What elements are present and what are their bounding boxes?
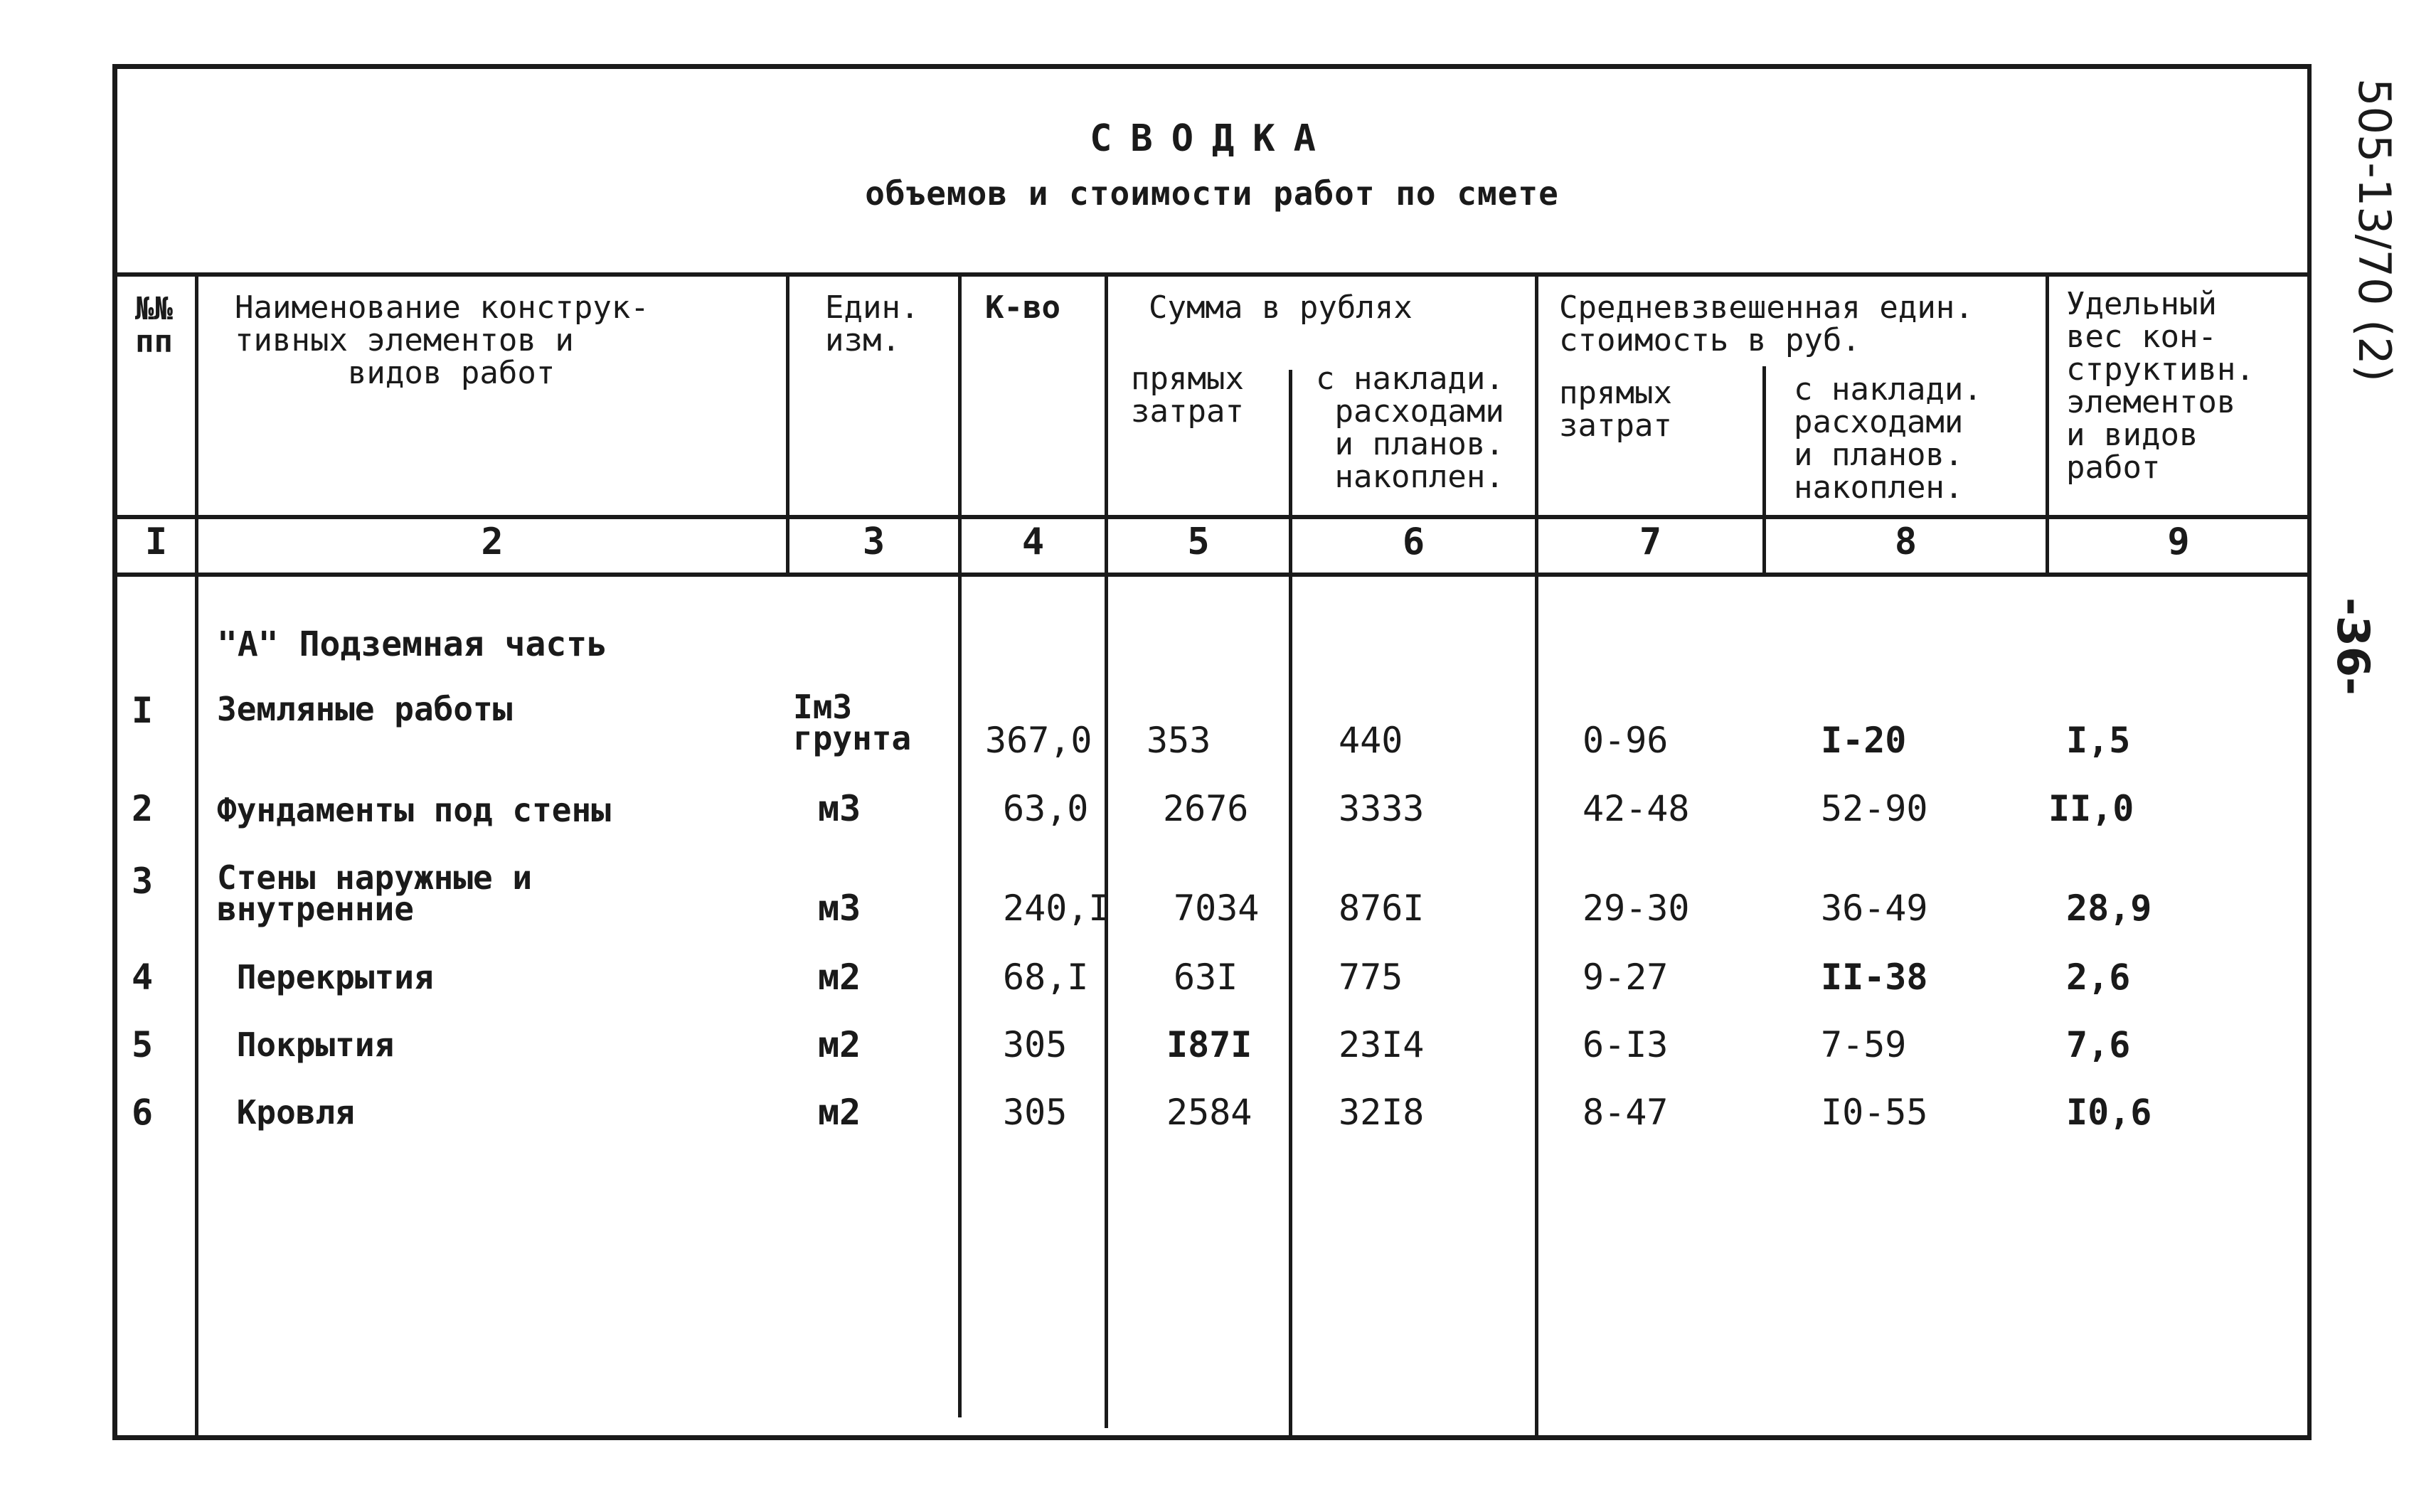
header-unit: Един. изм. <box>825 289 920 358</box>
header-top-rule <box>117 272 2308 277</box>
row-3-quantity: 240,I <box>1003 888 1110 929</box>
row-2-share: II,0 <box>2048 788 2134 829</box>
row-4-avg-direct: 9-27 <box>1583 957 1669 998</box>
header-name: Наименование конструк- тивных элементов и видов работ <box>235 289 649 391</box>
row-5-direct: I87I <box>1166 1024 1252 1065</box>
row-1-avg-overhead: I-20 <box>1821 720 1907 761</box>
column-number-5: 5 <box>1187 521 1210 563</box>
document-subtitle: объемов и стоимости работ по смете <box>865 174 1559 213</box>
header-quantity: К-во <box>985 289 1060 326</box>
row-6-quantity: 305 <box>1003 1092 1068 1133</box>
row-1-share: I,5 <box>2066 720 2131 761</box>
row-6-overhead: 32I8 <box>1339 1092 1425 1133</box>
row-1-number: I <box>132 690 154 731</box>
row-4-quantity: 68,I <box>1003 957 1089 998</box>
row-3-avg-overhead: 36-49 <box>1821 888 1928 929</box>
column-number-6: 6 <box>1402 521 1425 563</box>
row-6-share: I0,6 <box>2066 1092 2152 1133</box>
row-3-avg-direct: 29-30 <box>1583 888 1690 929</box>
column-number-7: 7 <box>1639 521 1662 563</box>
margin-document-code: 505-13/70 (2) <box>2349 78 2400 382</box>
row-5-unit: м2 <box>818 1024 861 1065</box>
row-6-avg-direct: 8-47 <box>1583 1092 1669 1133</box>
table-frame <box>112 64 2312 1440</box>
row-5-share: 7,6 <box>2066 1024 2131 1065</box>
column-numbers-top-rule <box>117 515 2308 519</box>
row-1-quantity: 367,0 <box>985 720 1092 761</box>
row-5-name: Покрытия <box>217 1026 395 1064</box>
row-6-number: 6 <box>132 1092 154 1133</box>
row-4-avg-overhead: II-38 <box>1821 957 1928 998</box>
document-title: СВОДКА <box>1090 117 1334 160</box>
margin-page-number: -36- <box>2327 597 2379 696</box>
row-4-share: 2,6 <box>2066 957 2131 998</box>
header-sum-group: Сумма в рублях <box>1149 289 1413 326</box>
column-number-9: 9 <box>2167 521 2190 563</box>
header-avg-group: Средневзвешенная един. стоимость в руб. <box>1559 289 1974 358</box>
row-5-avg-overhead: 7-59 <box>1821 1024 1907 1065</box>
row-3-share: 28,9 <box>2066 888 2152 929</box>
col-divider-1 <box>195 272 198 1439</box>
row-3-overhead: 876I <box>1339 888 1425 929</box>
row-1-unit: IмЗ грунта <box>793 688 912 757</box>
row-1-name: Земляные работы <box>217 690 513 728</box>
row-3-unit: мЗ <box>818 888 861 929</box>
section-title: "А" Подземная часть <box>217 624 608 664</box>
column-number-2: 2 <box>481 521 504 563</box>
row-2-name: Фундаменты под стены <box>217 791 611 829</box>
row-2-unit: мЗ <box>818 788 861 829</box>
row-4-number: 4 <box>132 957 154 998</box>
row-2-overhead: 3333 <box>1339 788 1425 829</box>
header-sum-overhead: с наклади. расходами и планов. накоплен. <box>1316 361 1504 495</box>
col-divider-6 <box>1535 272 1538 1439</box>
row-4-name: Перекрытия <box>217 958 434 996</box>
row-2-number: 2 <box>132 788 154 829</box>
row-5-avg-direct: 6-I3 <box>1583 1024 1669 1065</box>
header-sum-direct: прямых затрат <box>1131 361 1244 430</box>
row-2-avg-overhead: 52-90 <box>1821 788 1928 829</box>
row-4-direct: 63I <box>1174 957 1238 998</box>
row-1-overhead: 440 <box>1339 720 1403 761</box>
row-5-quantity: 305 <box>1003 1024 1068 1065</box>
row-2-avg-direct: 42-48 <box>1583 788 1690 829</box>
row-1-avg-direct: 0-96 <box>1583 720 1669 761</box>
row-5-overhead: 23I4 <box>1339 1024 1425 1065</box>
row-6-direct: 2584 <box>1166 1092 1252 1133</box>
row-2-direct: 2676 <box>1163 788 1249 829</box>
row-6-name: Кровля <box>217 1093 355 1132</box>
row-6-avg-overhead: I0-55 <box>1821 1092 1928 1133</box>
row-3-name: Стены наружные и внутренние <box>217 858 533 928</box>
row-6-unit: м2 <box>818 1092 861 1133</box>
column-number-4: 4 <box>1021 521 1045 563</box>
row-4-unit: м2 <box>818 957 861 998</box>
column-numbers-bottom-rule <box>117 573 2308 577</box>
col-divider-3 <box>958 272 962 1417</box>
header-row-number: №№ пп <box>135 291 173 360</box>
row-1-direct: 353 <box>1147 720 1211 761</box>
row-2-quantity: 63,0 <box>1003 788 1089 829</box>
row-4-overhead: 775 <box>1339 957 1403 998</box>
header-avg-direct: прямых затрат <box>1559 375 1672 444</box>
column-number-1: I <box>144 521 168 563</box>
row-3-direct: 7034 <box>1174 888 1260 929</box>
row-5-number: 5 <box>132 1024 154 1065</box>
header-avg-overhead: с наклади. расходами и планов. накоплен. <box>1794 371 1982 506</box>
row-3-number: 3 <box>132 861 154 902</box>
column-number-3: 3 <box>862 521 885 563</box>
header-share: Удельный вес кон- структивн. элементов и видов работ <box>2066 286 2255 486</box>
col-divider-4 <box>1105 272 1108 1428</box>
column-number-8: 8 <box>1894 521 1918 563</box>
